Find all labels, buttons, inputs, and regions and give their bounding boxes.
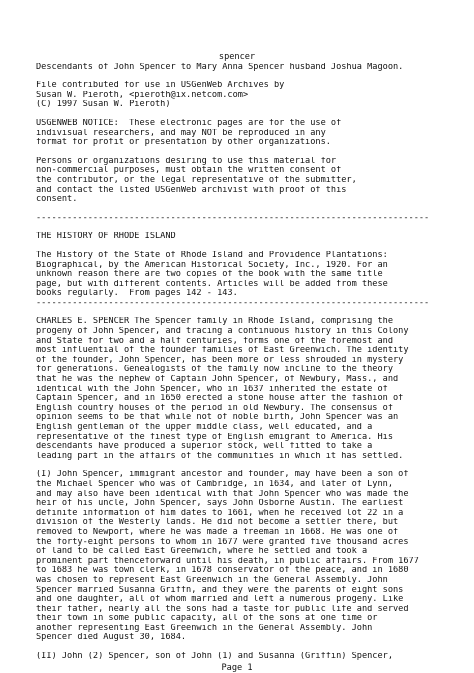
file-info-line: (C) 1997 Susan W. Pieroth) — [36, 100, 171, 110]
paragraph-line: of the founder, John Spencer, has been more or less shrouded in mystery — [36, 355, 404, 365]
paragraph-line: and State for two and a half centuries, forms one of the foremost and — [36, 336, 393, 346]
history-intro — [36, 251, 454, 299]
file-info-line: File contributed for use in USGenWeb Archives by — [36, 81, 285, 91]
paragraph-line: most influential of the founder families of East Greenwich. The identity — [36, 346, 409, 356]
document-page — [0, 52, 474, 673]
paragraph-line: Spencer died August 30, 1684. — [36, 633, 187, 643]
history-intro-line: page, but with different contents. Articles will be added from these — [36, 279, 388, 289]
paragraph-line: their father, nearly all the sons had a taste for public life and served — [36, 604, 409, 614]
paragraph-line: the forty-eight persons to whom in 1677 were granted five thousand acres — [36, 537, 409, 547]
paragraph-line: CHARLES E. SPENCER The Spencer family in Rhode Island, comprising the — [36, 317, 393, 327]
paragraph-line: and one daughter, all of whom married and left a numerous progeny. Like — [36, 595, 404, 605]
paragraph-line: (II) John (2) Spencer, son of John (1) and Susanna (Griffin) Spencer, — [36, 652, 393, 662]
permission-line: non-commercial purposes, must obtain the written consent of — [36, 166, 342, 176]
history-intro-line: The History of the State of Rhode Island and Providence Plantations: — [36, 250, 388, 260]
paragraph-line: that he was the nephew of Captain John Spencer, of Newbury, Mass., and — [36, 375, 399, 385]
history-intro-line: unknown reason there are two copies of the book with the same title — [36, 270, 383, 280]
charles-spencer-paragraph — [36, 317, 454, 461]
paragraph-line: descendants have produced a superior stock, well fitted to take a — [36, 442, 373, 452]
separator-rule: ---------------------------------------------------------------------------- — [36, 298, 430, 308]
permission-line: Persons or organizations desiring to use this material for — [36, 156, 337, 166]
section-heading: THE HISTORY OF RHODE ISLAND — [36, 232, 176, 242]
file-info-line: Susan W. Pieroth, <pieroth@ix.netcom.com> — [36, 90, 249, 100]
usgenweb-notice — [36, 119, 454, 148]
permission-block — [36, 157, 454, 205]
notice-line: indivisual researchers, and may NOT be reproduced in any — [36, 128, 326, 138]
notice-line: format for profit or presentation by other organizations. — [36, 138, 331, 148]
paragraph-line: of land to be called East Greenwich, where he settled and took a — [36, 547, 368, 557]
paragraph-line: another representing East Greenwich in the General Assembly. John — [36, 623, 373, 633]
paragraph-line: representative of the finest type of English emigrant to America. His — [36, 432, 393, 442]
permission-line: consent. — [36, 195, 78, 205]
permission-line: the contributor, or the legal representative of the submitter, — [36, 175, 357, 185]
paragraph-line: prominent part thenceforward until his death, in public affairs. From 1677 — [36, 556, 419, 566]
history-intro-line: Biographical, by the American Historical Society, Inc., 1920. For an — [36, 260, 388, 270]
paragraph-line: Captain Spencer, and in 1650 erected a stone house after the fashion of — [36, 394, 404, 404]
paragraph-line: to 1683 he was town clerk, in 1678 conservator of the peace, and in 1680 — [36, 566, 409, 576]
paragraph-line: and may also have been identical with that John Spencer who was made the — [36, 489, 409, 499]
paragraph-line: English gentleman of the upper middle class, well educated, and a — [36, 423, 373, 432]
page-number: Page 1 — [221, 662, 253, 673]
file-info-block — [36, 81, 454, 110]
paragraph-line: leading part in the affairs of the communities in which it has settled. — [36, 451, 404, 461]
paragraph-line: progeny of John Spencer, and tracing a continuous history in this Colony — [36, 327, 409, 337]
paragraph-line: Spencer married Susanna Griffn, and they were the parents of eight sons — [36, 585, 404, 595]
document-title: spencer — [218, 52, 256, 62]
paragraph-line: heir of his uncle, John Spencer, says John Osborne Austin. The earliest — [36, 499, 404, 509]
paragraph-line: was chosen to represent East Greenwich in the General Assembly. John — [36, 575, 388, 585]
paragraph-line: definite information of him dates to 1661, when he received lot 22 in a — [36, 508, 404, 518]
paragraph-line: division of the Westerly lands. He did not become a settler there, but — [36, 518, 399, 528]
paragraph-line: removed to Newport, where he was made a freeman in 1668. He was one of — [36, 527, 399, 537]
paragraph-line: their town in some public capacity, all of the sons at one time or — [36, 614, 378, 624]
paragraph-line: the Michael Spencer who was of Cambridge, in 1634, and later of Lynn, — [36, 479, 393, 489]
john-spencer-paragraph — [36, 470, 454, 643]
paragraph-line: for generations. Genealogists of the family now incline to the theory — [36, 365, 393, 375]
paragraph-line: (I) John Spencer, immigrant ancestor and founder, may have been a son of — [36, 470, 409, 480]
paragraph-line: English country houses of the period in old Newbury. The consensus of — [36, 403, 393, 413]
separator-rule: ---------------------------------------------------------------------------- — [36, 213, 430, 223]
document-subtitle: Descendants of John Spencer to Mary Anna Spencer husband Joshua Magoon. — [36, 62, 404, 72]
notice-line: USGENWEB NOTICE: These electronic pages are for the use of — [36, 118, 342, 128]
paragraph-line: identical with the John Spencer, who in 1637 inherited the estate of — [36, 384, 388, 394]
permission-line: and contact the listed USGenWeb archivist with proof of this — [36, 185, 347, 195]
paragraph-line: opinion seems to be that while not of noble birth, John Spencer was an — [36, 413, 399, 423]
history-intro-line: books regularly. From pages 142 - 143. — [36, 289, 238, 299]
